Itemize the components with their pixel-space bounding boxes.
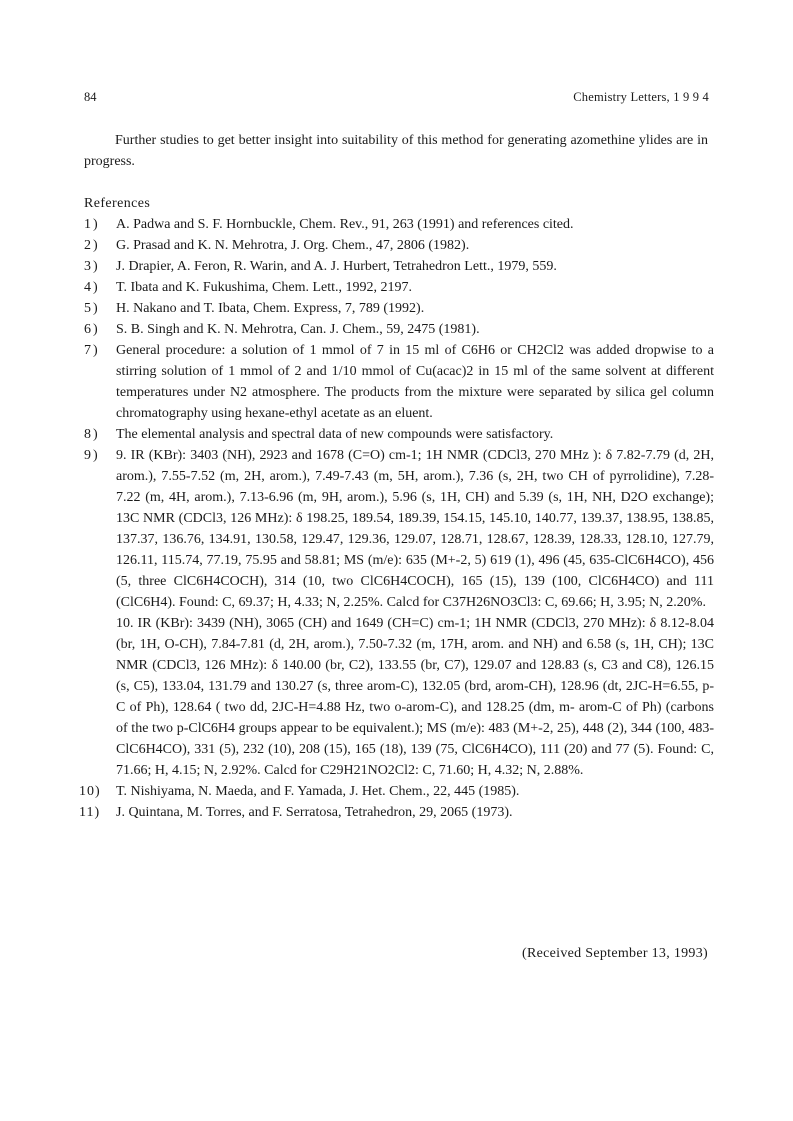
reference-item: [79, 802, 714, 823]
reference-item: [84, 445, 714, 781]
references-list: [79, 214, 714, 823]
reference-number: 6): [84, 322, 100, 337]
page-number: 84: [84, 90, 97, 104]
reference-number: 11): [79, 805, 101, 820]
reference-text: A. Padwa and S. F. Hornbuckle, Chem. Rev., 91, 263 (1991) and references cited.: [116, 217, 574, 232]
reference-text: H. Nakano and T. Ibata, Chem. Express, 7, 789 (1992).: [116, 301, 425, 316]
reference-text: J. Quintana, M. Torres, and F. Serratosa, Tetrahedron, 29, 2065 (1973).: [116, 805, 513, 820]
reference-item: [84, 277, 714, 298]
compound-9-data: 9. IR (KBr): 3403 (NH), 2923 and 1678 (C=O) cm-1; 1H NMR (CDCl3, 270 MHz ): δ 7.82-7.79 (d, 2H, arom.), 7.55-7.52 (m, 2H, arom.), 7.49-7.43 (m, 5H, arom.), 7.36 (s, 2H, two CH of pyrrolidine), 7.28-7.22 (m, 4H, arom.), 7.13-6.96 (m, 9H, arom.), 5.96 (s, 1H, CH) and 5.39 (s, 1H, NH, D2O exchange); 13C NMR (CDCl3, 126 MHz): δ 198.25, 189.54, 189.39, 154.15, 145.10, 140.77, 139.37, 138.95, 138.85, 137.37, 136.76, 134.91, 130.58, 129.47, 129.36, 129.07, 128.71, 128.67, 128.39, 128.33, 128.10, 127.79, 126.11, 115.74, 77.19, 75.95 and 58.81; MS (m/e): 635 (M+-2, 5) 619 (1), 496 (45, 635-ClC6H4CO), 456 (5, three ClC6H4COCH), 314 (10, two ClC6H4COCH), 165 (15), 139 (100, ClC6H4CO) and 111 (ClC6H4). Found: C, 69.37; H, 4.33; N, 2.25%. Calcd for C37H26NO3Cl3: C, 69.66; H, 3.95; N, 2.20%.: [116, 448, 714, 610]
reference-number: 1): [84, 217, 100, 232]
reference-item: [84, 235, 714, 256]
reference-number: 8): [84, 427, 100, 442]
reference-text: T. Ibata and K. Fukushima, Chem. Lett., 1992, 2197.: [116, 280, 413, 295]
reference-text: General procedure: a solution of 1 mmol of 7 in 15 ml of C6H6 or CH2Cl2 was added dropwise to a stirring solution of 1 mmol of 2 and 1/10 mmol of Cu(acac)2 in 15 ml of the same solvent at different temperatures under N2 atmosphere. The products from the mixture were separated by silica gel column chromatography using hexane-ethyl acetate as an eluent.: [116, 343, 714, 421]
received-date: (Received September 13, 1993): [522, 946, 708, 961]
reference-number: 3): [84, 259, 100, 274]
reference-number: 4): [84, 280, 100, 295]
page-header: [84, 90, 709, 108]
reference-item: [84, 256, 714, 277]
reference-text: T. Nishiyama, N. Maeda, and F. Yamada, J. Het. Chem., 22, 445 (1985).: [116, 784, 520, 799]
reference-item: [84, 214, 714, 235]
reference-number: 2): [84, 238, 100, 253]
reference-text: G. Prasad and K. N. Mehrotra, J. Org. Chem., 47, 2806 (1982).: [116, 238, 470, 253]
journal-info: Chemistry Letters, 1 9 9 4: [573, 90, 709, 104]
reference-number: 10): [79, 784, 101, 799]
reference-text: The elemental analysis and spectral data of new compounds were satisfactory.: [116, 427, 554, 442]
closing-paragraph: [84, 130, 708, 172]
reference-item: [79, 781, 714, 802]
reference-text: S. B. Singh and K. N. Mehrotra, Can. J. Chem., 59, 2475 (1981).: [116, 322, 480, 337]
reference-number: 9): [84, 448, 100, 463]
references-heading: References: [84, 196, 151, 211]
reference-number: 7): [84, 343, 100, 358]
closing-paragraph-text: Further studies to get better insight into suitability of this method for generating azomethine ylides are in progress.: [84, 133, 708, 169]
reference-number: 5): [84, 301, 100, 316]
reference-text: J. Drapier, A. Feron, R. Warin, and A. J. Hurbert, Tetrahedron Lett., 1979, 559.: [116, 259, 557, 274]
reference-item: [84, 424, 714, 445]
compound-10-data: 10. IR (KBr): 3439 (NH), 3065 (CH) and 1649 (CH=C) cm-1; 1H NMR (CDCl3, 270 MHz): δ 8.12-8.04 (br, 1H, O-CH), 7.84-7.81 (d, 2H, arom.), 7.50-7.32 (m, 17H, arom. and NH) and 6.58 (s, 1H, CH); 13C NMR (CDCl3, 126 MHz): δ 140.00 (br, C2), 133.55 (br, C7), 129.07 and 128.83 (s, C3 and C8), 126.15 (s, C5), 133.04, 131.79 and 130.27 (s, three arom-C), 132.05 (brd, arom-CH), 128.96 (dt, 2JC-H=6.55, p-C of Ph), 128.64 ( two dd, 2JC-H=4.88 Hz, two o-arom-C), and 128.25 (dm, m- arom-C of Ph) (carbons of the two p-ClC6H4 groups appear to be equivalent.); MS (m/e): 483 (M+-2, 25), 448 (2), 344 (100, 483-ClC6H4CO), 331 (5), 232 (10), 208 (15), 165 (18), 139 (75, ClC6H4CO), 111 (20) and 77 (5). Found: C, 71.66; H, 4.15; N, 2.92%. Calcd for C29H21NO2Cl2: C, 71.60; H, 4.32; N, 2.88%.: [116, 616, 714, 778]
reference-item: [84, 319, 714, 340]
reference-item: [84, 340, 714, 424]
reference-item: [84, 298, 714, 319]
